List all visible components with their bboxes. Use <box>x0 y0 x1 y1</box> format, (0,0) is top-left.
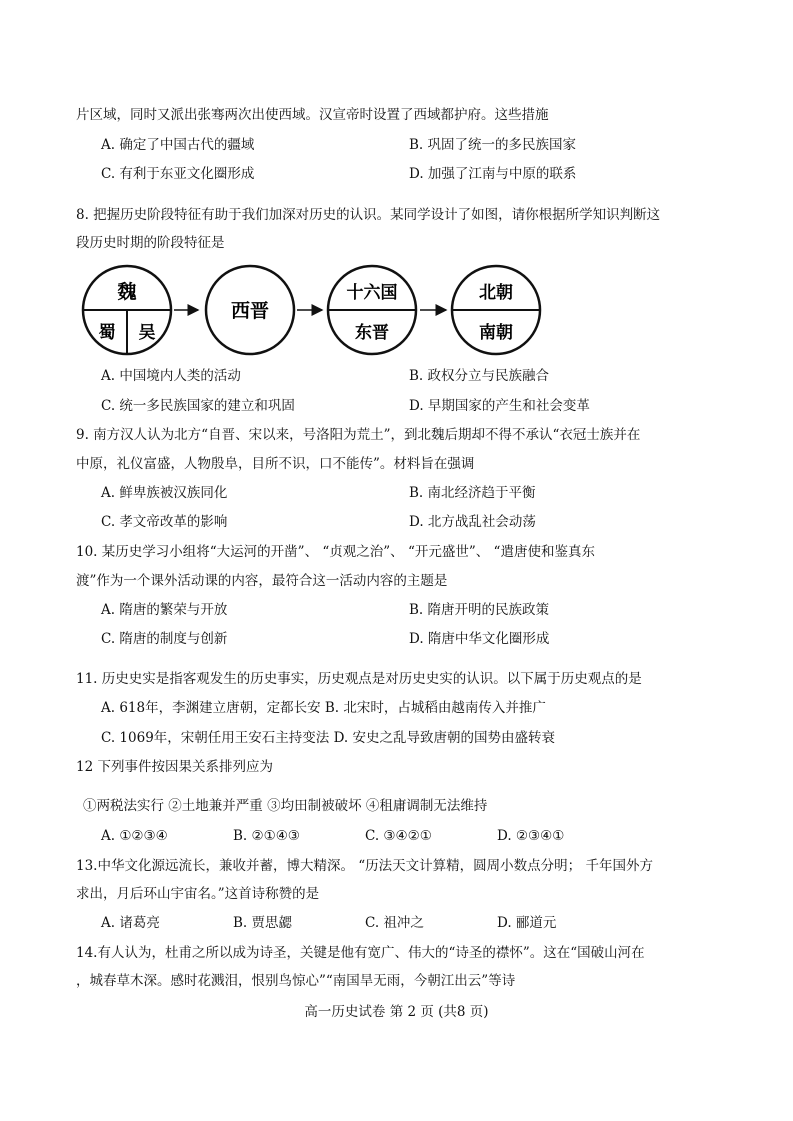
page-footer: 高一历史试卷 第 2 页 (共8 页) <box>304 1004 489 1020</box>
q8-stem-line2: 段历史时期的阶段特征是 <box>76 235 225 251</box>
q10-option-d: D. 隋唐中华文化圈形成 <box>409 631 550 647</box>
q9-option-d: D. 北方战乱社会动荡 <box>409 514 536 530</box>
circle-xijin <box>206 266 294 354</box>
q7-option-d: D. 加强了江南与中原的联系 <box>409 166 577 182</box>
circle-shiliuguo-dongjin <box>328 266 416 354</box>
q10-option-a: A. 隋唐的繁荣与开放 <box>101 602 228 618</box>
q9-option-c: C. 孝文帝改革的影响 <box>101 514 228 530</box>
q13-option-c: C. 祖冲之 <box>365 915 424 931</box>
q13-option-d: D. 郦道元 <box>497 915 557 931</box>
q13-stem-line1: 13.中华文化源远流长，兼收并蓄，博大精深。 “历法天文计算精，圆周小数点分明； 千年国外方 <box>76 858 653 874</box>
q8-stem-line1: 8. 把握历史阶段特征有助于我们加深对历史的认识。某同学设计了如图，请你根据所学知识判断这 <box>76 207 661 223</box>
q8-option-b: B. 政权分立与民族融合 <box>409 368 550 384</box>
q12-option-c: C. ③④②① <box>365 828 432 844</box>
q12-option-a: A. ①②③④ <box>101 828 168 844</box>
q10-stem-line2: 渡”作为一个课外活动课的内容，最符合这一活动内容的主题是 <box>76 573 448 589</box>
dynasty-diagram <box>70 262 560 360</box>
q8-option-c: C. 统一多民族国家的建立和巩固 <box>101 398 295 414</box>
q12-option-d: D. ②③④① <box>497 828 565 844</box>
label-shiliuguo: 十六国 <box>346 283 398 303</box>
q13-stem-line2: 求出，月后环山宇宙名。”这首诗称赞的是 <box>76 886 320 902</box>
q13-option-a: A. 诸葛亮 <box>101 915 160 931</box>
q11-options-line1: A. 618年，李渊建立唐朝，定都长安 B. 北宋时，占城稻由越南传入并推广 <box>101 700 546 716</box>
q10-option-b: B. 隋唐开明的民族政策 <box>409 602 550 618</box>
label-wu: 吴 <box>138 323 156 343</box>
label-beichao: 北朝 <box>479 283 513 303</box>
q13-option-b: B. 贾思勰 <box>233 915 293 931</box>
q11-options-line2: C. 1069年，宋朝任用王安石主持变法 D. 安史之乱导致唐朝的国势由盛转衰 <box>101 730 556 746</box>
circle-wei-shu-wu <box>83 266 171 354</box>
label-nanchao: 南朝 <box>479 323 513 343</box>
q10-option-c: C. 隋唐的制度与创新 <box>101 631 228 647</box>
q14-stem-line2: ，城春草木深。感时花溅泪，恨别鸟惊心”“南国旱无雨，今朝江出云”等诗 <box>76 973 516 989</box>
q7-option-b: B. 巩固了统一的多民族国家 <box>409 137 577 153</box>
q12-stem: 12 下列事件按因果关系排列应为 <box>76 759 273 775</box>
label-shu: 蜀 <box>98 323 116 343</box>
q8-option-d: D. 早期国家的产生和社会变革 <box>409 398 590 414</box>
q10-stem-line1: 10. 某历史学习小组将“大运河的开凿”、 “贞观之治”、 “开元盛世”、 “遣唐使和鉴真东 <box>76 544 595 560</box>
q11-stem: 11. 历史史实是指客观发生的历史事实，历史观点是对历史史实的认识。以下属于历史观点的是 <box>76 671 642 687</box>
q9-stem-line2: 中原，礼仪富盛，人物殷阜，目所不识，口不能传”。材料旨在强调 <box>76 456 475 472</box>
q9-stem-line1: 9. 南方汉人认为北方“自晋、宋以来，号洛阳为荒土”，到北魏后期却不得不承认“衣冠士族并在 <box>76 427 641 443</box>
label-wei: 魏 <box>117 281 137 303</box>
circle-beichao-nanchao <box>452 266 540 354</box>
q9-option-a: A. 鲜卑族被汉族同化 <box>101 485 228 501</box>
label-xijin: 西晋 <box>230 300 270 322</box>
q7-option-c: C. 有利于东亚文化圈形成 <box>101 166 255 182</box>
q12-option-b: B. ②①④③ <box>233 828 300 844</box>
q9-option-b: B. 南北经济趋于平衡 <box>409 485 536 501</box>
q8-option-a: A. 中国境内人类的活动 <box>101 368 241 384</box>
q12-items: ①两税法实行 ②土地兼并严重 ③均田制被破坏 ④租庸调制无法维持 <box>83 798 488 814</box>
q7-stem-tail: 片区域，同时又派出张骞两次出使西域。汉宣帝时设置了西域都护府。这些措施 <box>76 107 549 123</box>
q14-stem-line1: 14.有人认为，杜甫之所以成为诗圣，关键是他有宽广、伟大的“诗圣的襟怀”。这在“国破山河在 <box>76 945 645 961</box>
q7-option-a: A. 确定了中国古代的疆域 <box>101 137 255 153</box>
label-dongjin: 东晋 <box>355 323 389 343</box>
